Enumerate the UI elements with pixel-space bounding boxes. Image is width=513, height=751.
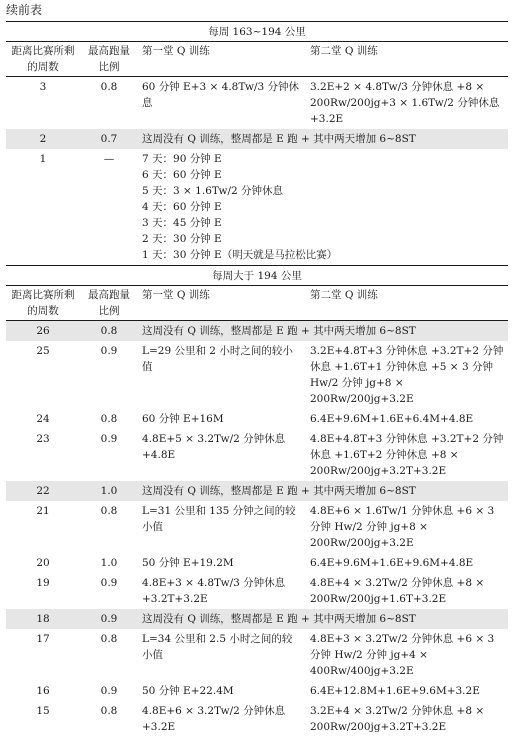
peak-ratio-cell: — <box>80 149 138 266</box>
table-row <box>6 701 508 737</box>
header-first-q: 第一堂 Q 训练 <box>138 286 306 321</box>
table-row <box>6 681 508 701</box>
peak-ratio-cell: 0.9 <box>100 345 118 357</box>
column-header-row <box>6 286 508 321</box>
no-q-note: 这周没有 Q 训练，整周都是 E 跑 + 其中两天增加 6~8ST <box>138 609 508 629</box>
peak-ratio-cell: 1.0 <box>80 481 138 501</box>
no-q-note: 这周没有 Q 训练，整周都是 E 跑 + 其中两天增加 6~8ST <box>138 129 508 149</box>
second-q-cell: 6.4E+9.6M+1.6E+9.6M+4.8E <box>310 557 474 569</box>
day-plan-line: 3 天：45 分钟 E <box>142 217 222 229</box>
weeks-left-cell: 15 <box>36 705 50 717</box>
training-plan-table <box>6 21 508 737</box>
peak-ratio-cell: 0.8 <box>100 705 118 717</box>
no-q-note: 这周没有 Q 训练，整周都是 E 跑 + 其中两天增加 6~8ST <box>138 321 508 342</box>
second-q-cell: 6.4E+9.6M+1.6E+6.4M+4.8E <box>310 413 474 425</box>
table-row <box>6 573 508 609</box>
table-row <box>6 629 508 681</box>
table-row <box>6 77 508 130</box>
first-q-cell: L=34 公里和 2.5 小时之间的较小值 <box>142 633 293 661</box>
table-row <box>6 429 508 481</box>
weeks-left-cell: 16 <box>36 685 50 697</box>
weeks-left-cell: 24 <box>36 413 50 425</box>
first-q-cell: 4.8E+3 × 4.8Tw/3 分钟休息 +3.2T+3.2E <box>142 577 286 605</box>
header-peak-ratio: 最高跑量比例 <box>80 286 138 321</box>
weeks-left-cell: 19 <box>36 577 50 589</box>
first-q-cell: 4.8E+5 × 3.2Tw/2 分钟休息 +4.8E <box>142 433 286 461</box>
first-q-cell: 4.8E+6 × 3.2Tw/2 分钟休息 +3.2E <box>142 705 286 733</box>
weeks-left-cell: 17 <box>36 633 50 645</box>
day-plan-line: 4 天：60 分钟 E <box>142 201 222 213</box>
section-title-row <box>6 22 508 42</box>
rest-week-row <box>6 481 508 501</box>
second-q-cell: 4.8E+4 × 3.2Tw/2 分钟休息 +8 × 200Rw/200jg+1.6T+3.2E <box>310 577 485 605</box>
weeks-left-cell: 18 <box>6 609 80 629</box>
day-plan-line: 1 天：30 分钟 E（明天就是马拉松比赛） <box>142 249 338 261</box>
peak-ratio-cell: 0.8 <box>100 633 118 645</box>
weeks-left-cell: 1 <box>6 149 80 266</box>
second-q-cell: 4.8E+6 × 1.6Tw/1 分钟休息 +6 × 3 分钟 Hw/2 分钟 jg+8 × 200Rw/200jg+3.2E <box>310 505 495 549</box>
rest-week-row <box>6 129 508 149</box>
header-first-q: 第一堂 Q 训练 <box>138 42 306 77</box>
weeks-left-cell: 25 <box>36 345 50 357</box>
section-title: 每周 163~194 公里 <box>6 22 508 42</box>
section-title: 每周大于 194 公里 <box>6 266 508 286</box>
second-q-cell: 4.8E+4.8T+3 分钟休息 +3.2T+2 分钟休息 +1.6T+2 分钟休息 +8 × 200Rw/200jg+3.2T+3.2E <box>310 433 504 477</box>
peak-ratio-cell: 0.7 <box>80 129 138 149</box>
no-q-note: 这周没有 Q 训练，整周都是 E 跑 + 其中两天增加 6~8ST <box>138 481 508 501</box>
weeks-left-cell: 22 <box>6 481 80 501</box>
weeks-left-cell: 21 <box>36 505 50 517</box>
table-caption: 续前表 <box>6 3 43 17</box>
header-second-q: 第二堂 Q 训练 <box>306 42 508 77</box>
weeks-left-cell: 2 <box>6 129 80 149</box>
peak-ratio-cell: 0.9 <box>100 433 118 445</box>
day-plan-line: 6 天：60 分钟 E <box>142 169 222 181</box>
peak-ratio-cell: 0.8 <box>100 81 118 93</box>
peak-ratio-cell: 0.9 <box>100 577 118 589</box>
rest-week-row <box>6 321 508 342</box>
second-q-cell: 3.2E+4 × 3.2Tw/2 分钟休息 +8 × 200Rw/200jg+3.2T+3.2E <box>310 705 485 733</box>
final-week-row <box>6 149 508 266</box>
second-q-cell: 4.8E+3 × 3.2Tw/2 分钟休息 +6 × 3 分钟 Hw/2 分钟 jg+4 × 400Rw/400jg+3.2E <box>310 633 495 677</box>
second-q-cell: 3.2E+2 × 4.8Tw/3 分钟休息 +8 × 200Rw/200jg+3 × 1.6Tw/2 分钟休息 +3.2E <box>310 81 500 125</box>
peak-ratio-cell: 0.8 <box>80 321 138 342</box>
day-plan-line: 2 天：30 分钟 E <box>142 233 222 245</box>
peak-ratio-cell: 1.0 <box>100 557 118 569</box>
header-second-q: 第二堂 Q 训练 <box>306 286 508 321</box>
peak-ratio-cell: 0.9 <box>80 609 138 629</box>
weeks-left-cell: 20 <box>36 557 50 569</box>
first-q-cell: L=31 公里和 135 分钟之间的较小值 <box>142 505 296 533</box>
table-row <box>6 409 508 429</box>
first-q-cell: 50 分钟 E+19.2M <box>142 557 234 569</box>
day-plan-line: 5 天：3 × 1.6Tw/2 分钟休息 <box>142 185 284 197</box>
header-weeks-left: 距离比赛所剩的周数 <box>6 286 80 321</box>
section-title-row <box>6 266 508 286</box>
table-row <box>6 501 508 553</box>
weeks-left-cell: 3 <box>39 81 47 93</box>
first-q-cell: L=29 公里和 2 小时之间的较小值 <box>142 345 293 373</box>
second-q-cell: 6.4E+12.8M+1.6E+9.6M+3.2E <box>310 685 480 697</box>
peak-ratio-cell: 0.8 <box>100 413 118 425</box>
header-weeks-left: 距离比赛所剩的周数 <box>6 42 80 77</box>
second-q-cell: 3.2E+4.8T+3 分钟休息 +3.2T+2 分钟休息 +1.6T+1 分钟休息 +5 × 3 分钟 Hw/2 分钟 jg+8 × 200Rw/200jg+3.2E <box>310 345 504 405</box>
final-week-schedule <box>138 149 508 266</box>
weeks-left-cell: 26 <box>6 321 80 342</box>
table-row <box>6 341 508 409</box>
table-row <box>6 553 508 573</box>
first-q-cell: 50 分钟 E+22.4M <box>142 685 234 697</box>
peak-ratio-cell: 0.9 <box>100 685 118 697</box>
weeks-left-cell: 23 <box>36 433 50 445</box>
peak-ratio-cell: 0.8 <box>100 505 118 517</box>
first-q-cell: 60 分钟 E+16M <box>142 413 224 425</box>
column-header-row <box>6 42 508 77</box>
header-peak-ratio: 最高跑量比例 <box>80 42 138 77</box>
day-plan-line: 7 天：90 分钟 E <box>142 153 222 165</box>
rest-week-row <box>6 609 508 629</box>
first-q-cell: 60 分钟 E+3 × 4.8Tw/3 分钟休息 <box>142 81 300 109</box>
